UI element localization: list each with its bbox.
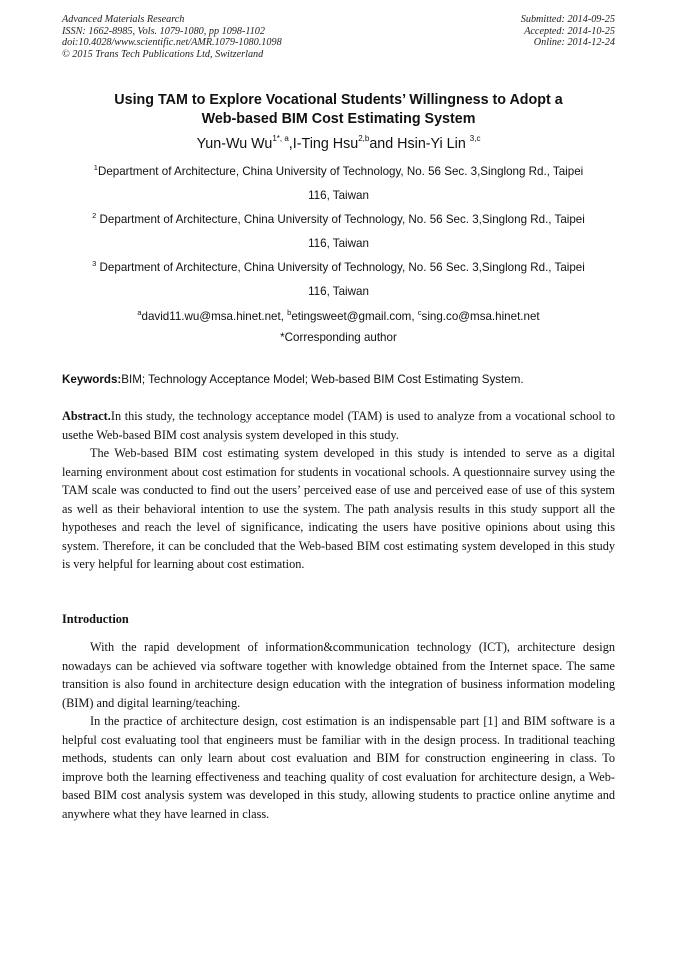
accepted-date: Accepted: 2014-10-25: [524, 25, 615, 37]
paper-title: [62, 91, 615, 128]
author-list: [62, 134, 615, 154]
abstract-text-1: In this study, the technology acceptance model (TAM) is used to analyze from a vocational school to usethe Web-based BIM cost analysis system developed in this study.: [62, 409, 615, 442]
keywords-label: Keywords:: [62, 373, 122, 386]
introduction-paragraph-2: In the practice of architecture design, cost estimation is an indispensable part [1] and BIM software is a helpful cost evaluating tool that engineers must be familiar with in the design process. In traditional teaching methods, students can only learn about cost evaluation and BIM for construction engineering in class. To improve both the learning effectiveness and teaching quality of cost evaluation for architecture design, a Web-based BIM cost analysis system was developed in this study, allowing students to practice online anytime and anywhere what they have learned in class.: [62, 714, 615, 821]
introduction-body: [62, 638, 615, 823]
journal-info: [62, 14, 282, 60]
author-2-marker: 2,b: [358, 134, 370, 143]
introduction-heading: Introduction: [62, 612, 129, 626]
affiliation-2-line-2: 116, Taiwan: [308, 237, 369, 250]
abstract-paragraph-2: The Web-based BIM cost estimating system developed in this study is intended to serve as a digital learning environment about cost estimation for students in vocational schools. A questionnaire survey using the TAM scale was conducted to find out the users’ perceived ease of use and perceived ease of use of this system as well as their behavioral intention to use the system. The path analysis results in this study support all the hypotheses and reach the level of significance, indicating the users have positive opinions about using this system. Therefore, it can be concluded that the Web-based BIM cost estimating system developed in this study is very helpful for learning about cost estimation.: [62, 446, 615, 571]
affiliation-1-line-1: Department of Architecture, China University of Technology, No. 56 Sec. 3,Singlong Rd., Taipei: [97, 165, 584, 178]
abstract-paragraph-1: [62, 407, 615, 444]
online-date: Online: 2014-12-24: [533, 37, 615, 49]
affiliation-3-line-2: 116, Taiwan: [308, 285, 369, 298]
email-b[interactable]: etingsweet@gmail.com,: [291, 310, 418, 323]
author-3-name: Hsin-Yi Lin: [397, 136, 466, 152]
title-line-2: Web-based BIM Cost Estimating System: [201, 110, 476, 127]
introduction-paragraph-1: With the rapid development of information&communication technology (ICT), architecture design nowadays can be achieved via software together with knowledge obtained from the Internet space. The same transition is also found in architecture design education with the integration of business information modeling (BIM) and digital learning/teaching.: [62, 640, 615, 710]
author-separator: ,: [288, 136, 293, 152]
author-emails: [62, 307, 615, 327]
affiliation-2-number: 2: [92, 211, 97, 220]
affiliation-3-line-1: Department of Architecture, China University of Technology, No. 56 Sec. 3,Singlong Rd., Taipei: [96, 261, 585, 274]
abstract-label: Abstract.: [62, 409, 111, 423]
author-1-marker: 1*, a: [272, 134, 289, 143]
author-3-marker: 3,c: [469, 134, 481, 143]
affiliation-1: [62, 160, 615, 208]
email-b-marker: b: [287, 308, 292, 317]
author-2-name: I-Ting Hsu: [292, 136, 359, 152]
affiliation-1-line-2: 116, Taiwan: [308, 189, 369, 202]
affiliation-2-line-1: Department of Architecture, China University of Technology, No. 56 Sec. 3,Singlong Rd., Taipei: [96, 213, 585, 226]
email-c[interactable]: sing.co@msa.hinet.net: [421, 310, 540, 323]
affiliation-2: [62, 208, 615, 256]
keywords-text: BIM; Technology Acceptance Model; Web-based BIM Cost Estimating System.: [121, 373, 524, 386]
affiliation-3: [62, 256, 615, 304]
author-and: and: [369, 136, 394, 152]
author-1-name: Yun-Wu Wu: [196, 136, 273, 152]
abstract: [62, 407, 615, 574]
title-line-1: Using TAM to Explore Vocational Students’ Willingness to Adopt a: [114, 92, 563, 108]
keywords: [62, 370, 615, 390]
affiliation-3-number: 3: [92, 259, 97, 268]
submitted-date: Submitted: 2014-09-25: [520, 14, 615, 25]
email-a-marker: a: [137, 308, 142, 317]
affiliation-1-number: 1: [93, 163, 98, 172]
email-a[interactable]: david11.wu@msa.hinet.net,: [141, 310, 288, 323]
issn-line: ISSN: 1662-8985, Vols. 1079-1080, pp 1098-1102: [62, 25, 265, 37]
copyright-line: © 2015 Trans Tech Publications Ltd, Switzerland: [62, 48, 264, 60]
doi-line: doi:10.4028/www.scientific.net/AMR.1079-1080.1098: [62, 37, 282, 49]
email-c-marker: c: [417, 308, 422, 317]
corresponding-author-note: *Corresponding author: [280, 331, 397, 344]
dates-info: [521, 14, 615, 49]
journal-name: Advanced Materials Research: [62, 14, 185, 25]
